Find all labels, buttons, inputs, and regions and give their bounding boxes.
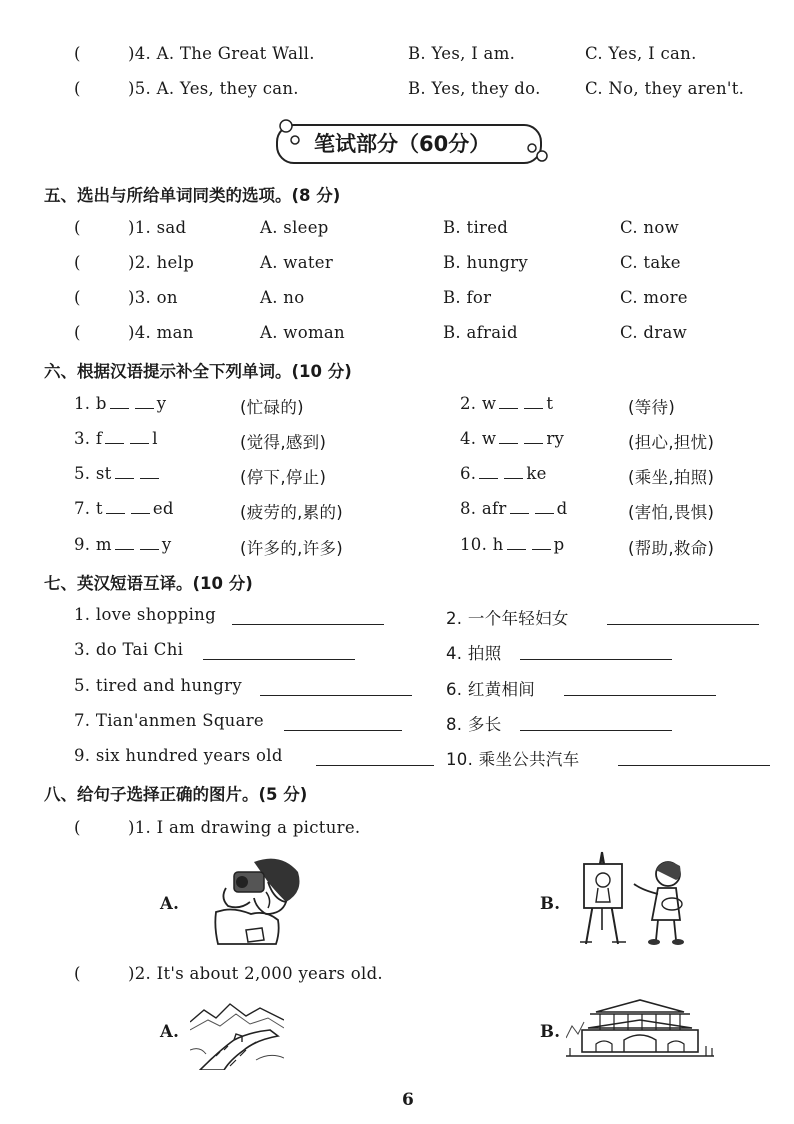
letter-blank[interactable] (504, 466, 523, 479)
paren: ( (74, 44, 81, 63)
chinese-hint: (忙碌的) (240, 398, 304, 417)
phrase-right: 2. 一个年轻妇女 (446, 609, 569, 628)
option-a: A. sleep (260, 218, 329, 237)
option-a-label: A. (160, 894, 180, 913)
letter-blank[interactable] (140, 466, 159, 479)
paren: ( (74, 218, 81, 237)
letter-blank[interactable] (507, 537, 526, 550)
option-a: A. water (260, 253, 334, 272)
option-b: B. Yes, they do. (408, 79, 541, 98)
option-a: A. woman (260, 323, 345, 342)
word-prefix: 2. w (460, 394, 497, 413)
answer-line[interactable] (203, 659, 355, 660)
letter-blank[interactable] (110, 396, 129, 409)
question-text: )1. sad (128, 218, 187, 237)
answer-line[interactable] (232, 624, 384, 625)
painter-picture[interactable] (572, 850, 690, 950)
word-prefix: 4. w (460, 429, 497, 448)
word-fill-item (460, 394, 553, 413)
option-c: C. now (620, 218, 680, 237)
question-text: )1. I am drawing a picture. (128, 818, 361, 837)
phrase-left: 7. Tian'anmen Square (74, 711, 264, 730)
word-prefix: 8. afr (460, 499, 507, 518)
phrase-left: 3. do Tai Chi (74, 640, 184, 659)
letter-blank[interactable] (106, 501, 125, 514)
chinese-hint: (帮助,救命) (628, 539, 715, 558)
letter-blank[interactable] (499, 431, 518, 444)
question-text: )2. It's about 2,000 years old. (128, 964, 383, 983)
option-b: B. afraid (443, 323, 518, 342)
word-suffix: p (553, 535, 565, 554)
word-suffix: y (161, 535, 172, 554)
option-c: C. Yes, I can. (585, 44, 697, 63)
word-suffix: l (152, 429, 158, 448)
letter-blank[interactable] (130, 431, 149, 444)
page-number: 6 (402, 1090, 414, 1110)
word-fill-item (74, 535, 171, 554)
word-fill-item (74, 429, 158, 448)
letter-blank[interactable] (499, 396, 518, 409)
word-prefix: 3. f (74, 429, 103, 448)
word-suffix: ry (546, 429, 565, 448)
word-fill-item (74, 394, 166, 413)
phrase-left: 9. six hundred years old (74, 746, 283, 765)
paren: ( (74, 818, 81, 837)
word-fill-item (460, 464, 547, 483)
tiananmen-picture[interactable] (566, 998, 714, 1062)
word-suffix: ke (526, 464, 547, 483)
chinese-hint: (疲劳的,累的) (240, 503, 344, 522)
phrase-right: 10. 乘坐公共汽车 (446, 750, 580, 769)
option-b: B. hungry (443, 253, 528, 272)
question-text: )2. help (128, 253, 195, 272)
phrase-right: 8. 多长 (446, 715, 502, 734)
section-5-heading: 五、选出与所给单词同类的选项。(8 分) (44, 186, 341, 205)
chinese-hint: (等待) (628, 398, 676, 417)
paren: ( (74, 323, 81, 342)
question-text: )4. man (128, 323, 194, 342)
letter-blank[interactable] (479, 466, 498, 479)
option-b-label: B. (540, 894, 561, 913)
paren: ( (74, 79, 81, 98)
chinese-hint: (停下,停止) (240, 468, 327, 487)
letter-blank[interactable] (524, 431, 543, 444)
option-b: B. tired (443, 218, 509, 237)
answer-line[interactable] (520, 730, 672, 731)
chinese-hint: (觉得,感到) (240, 433, 327, 452)
answer-line[interactable] (284, 730, 402, 731)
phrase-left: 5. tired and hungry (74, 676, 242, 695)
answer-line[interactable] (316, 765, 434, 766)
word-prefix: 7. t (74, 499, 103, 518)
option-b: B. for (443, 288, 492, 307)
photographer-picture[interactable] (206, 852, 306, 948)
chinese-hint: (害怕,畏惧) (628, 503, 715, 522)
option-c: C. No, they aren't. (585, 79, 745, 98)
word-fill-item (460, 499, 568, 518)
chinese-hint: (担心,担忧) (628, 433, 715, 452)
word-fill-item (460, 535, 565, 554)
letter-blank[interactable] (140, 537, 159, 550)
phrase-left: 1. love shopping (74, 605, 216, 624)
word-suffix: ed (152, 499, 174, 518)
word-prefix: 1. b (74, 394, 107, 413)
phrase-right: 4. 拍照 (446, 644, 502, 663)
phrase-right: 6. 红黄相间 (446, 680, 536, 699)
word-prefix: 10. h (460, 535, 504, 554)
answer-line[interactable] (520, 659, 672, 660)
answer-line[interactable] (564, 695, 716, 696)
section-6-heading: 六、根据汉语提示补全下列单词。(10 分) (44, 362, 352, 381)
paren: ( (74, 253, 81, 272)
letter-blank[interactable] (532, 537, 551, 550)
option-c: C. take (620, 253, 681, 272)
question-text: )4. A. The Great Wall. (128, 44, 315, 63)
option-a: A. no (260, 288, 305, 307)
letter-blank[interactable] (135, 396, 154, 409)
answer-line[interactable] (607, 624, 759, 625)
word-fill-item (74, 499, 174, 518)
letter-blank[interactable] (535, 501, 554, 514)
letter-blank[interactable] (105, 431, 124, 444)
letter-blank[interactable] (524, 396, 543, 409)
word-suffix: y (156, 394, 167, 413)
option-b-label: B. (540, 1022, 561, 1041)
word-fill-item (460, 429, 564, 448)
chinese-hint: (许多的,许多) (240, 539, 344, 558)
letter-blank[interactable] (510, 501, 529, 514)
chinese-hint: (乘坐,拍照) (628, 468, 715, 487)
word-prefix: 6. (460, 464, 477, 483)
great-wall-picture[interactable] (190, 1000, 284, 1070)
answer-line[interactable] (618, 765, 770, 766)
option-b: B. Yes, I am. (408, 44, 516, 63)
letter-blank[interactable] (115, 537, 134, 550)
paren: ( (74, 288, 81, 307)
question-text: )5. A. Yes, they can. (128, 79, 299, 98)
banner-title: 笔试部分（60分） (314, 132, 491, 156)
answer-line[interactable] (260, 695, 412, 696)
word-suffix: t (546, 394, 554, 413)
word-prefix: 5. st (74, 464, 112, 483)
letter-blank[interactable] (115, 466, 134, 479)
section-8-heading: 八、给句子选择正确的图片。(5 分) (44, 785, 308, 804)
word-fill-item (74, 464, 162, 483)
option-a-label: A. (160, 1022, 180, 1041)
word-suffix: d (556, 499, 568, 518)
word-prefix: 9. m (74, 535, 112, 554)
letter-blank[interactable] (131, 501, 150, 514)
option-c: C. more (620, 288, 688, 307)
option-c: C. draw (620, 323, 688, 342)
paren: ( (74, 964, 81, 983)
question-text: )3. on (128, 288, 178, 307)
section-7-heading: 七、英汉短语互译。(10 分) (44, 574, 253, 593)
